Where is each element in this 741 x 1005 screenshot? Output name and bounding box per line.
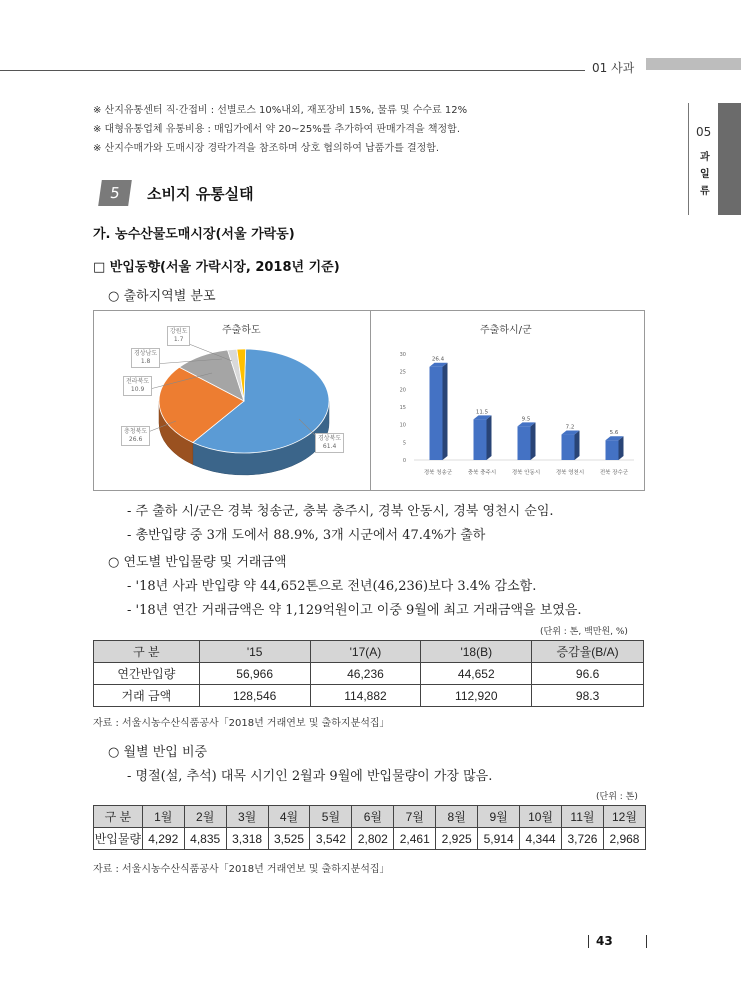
annual-table [93,640,644,707]
note-line: ※ 산지유통센터 직·간접비 : 선별로스 10%내외, 재포장비 15%, 물류 및 수수료 12% [93,105,468,116]
bar [430,367,443,460]
table-header: 3월 [226,806,268,828]
table-cell: 96.6 [532,663,644,685]
pie-chart-title: 주출하도 [222,325,261,336]
table-header: 증감율(B/A) [532,641,644,663]
table-header: '18(B) [421,641,532,663]
source-note: 자료 : 서울시농수산식품공사「2018년 거래연보 및 출하지분석집」 [93,864,390,875]
y-tick-label: 30 [399,352,406,358]
chapter-label: 01 사과 [592,61,635,75]
table-header: 8월 [436,806,478,828]
bullet-line: - '18년 사과 반입량 약 44,652톤으로 전년(46,236)보다 3.4% 감소함. [127,579,537,594]
table-cell: 2,802 [352,828,394,850]
side-tab-char: 과 [700,152,710,163]
bar-side [443,363,448,460]
side-tab-char: 일 [700,169,710,180]
pie-label: 충청북도 26.6 [121,426,150,446]
bar-data-label: 7.2 [565,424,575,431]
table-cell: 128,546 [199,685,310,707]
bullet-line: - 주 출하 시/군은 경북 청송군, 충북 충주시, 경북 안동시, 경북 영천시 순임. [127,504,554,519]
table-cell: 112,920 [421,685,532,707]
table-cell: 114,882 [310,685,421,707]
bar [562,435,575,460]
table-header: 2월 [184,806,226,828]
bar-data-label: 9.5 [521,416,531,423]
table-unit: (단위 : 톤) [596,792,638,802]
pie-label: 전라북도 10.9 [123,376,152,396]
bullet-line: - '18년 연간 거래금액은 약 1,129억원이고 이중 9월에 최고 거래금액을 보였음. [127,603,582,618]
table-header: 5월 [310,806,352,828]
bar-chart [372,340,644,488]
table-header: 1월 [142,806,184,828]
section-number-badge: 5 [98,180,132,206]
table-row [94,663,644,685]
bar-side [487,415,492,460]
pie-label: 경상남도 1.8 [131,348,160,368]
item-title: ○ 출하지역별 분포 [108,289,216,304]
bar [606,440,619,460]
table-header: 10월 [520,806,562,828]
side-tab-number: 05 [696,125,712,139]
section-title: 소비지 유통실태 [147,185,254,203]
x-tick-label: 충북 충주시 [467,470,497,476]
y-tick-label: 15 [399,405,406,411]
table-cell: 46,236 [310,663,421,685]
page-number: 43 [596,934,613,948]
bar [518,426,531,460]
bar-side [531,422,536,460]
table-cell: 3,542 [310,828,352,850]
table-cell: 연간반입량 [94,663,200,685]
bar-data-label: 5.6 [609,430,619,437]
table-header: 구 분 [94,641,200,663]
table-header: 6월 [352,806,394,828]
chart-divider [370,310,371,491]
table-cell: 4,292 [142,828,184,850]
bar-side [619,436,624,460]
heading: □ 반입동향(서울 가락시장, 2018년 기준) [93,260,340,275]
table-cell: 2,461 [394,828,436,850]
chapter-bar [646,58,741,70]
table-header: 4월 [268,806,310,828]
bar-data-label: 26.4 [431,356,445,363]
y-tick-label: 25 [399,369,406,376]
pie-chart [94,311,369,490]
table-header: 9월 [478,806,520,828]
table-header-row [94,806,646,828]
x-tick-label: 전북 장수군 [599,470,629,476]
bullet-line: - 총반입량 중 3개 도에서 88.9%, 3개 시군에서 47.4%가 출하 [127,528,486,543]
header-rule [0,70,585,71]
bar-side [575,431,580,460]
item-title: ○ 월별 반입 비중 [108,745,208,760]
table-header: 12월 [603,806,645,828]
source-note: 자료 : 서울시농수산식품공사「2018년 거래연보 및 출하지분석집」 [93,718,390,729]
x-tick-label: 경북 안동시 [511,470,541,476]
table-header-row [94,641,644,663]
page-number-bar [588,935,589,948]
pie-label: 강원도 1.7 [167,326,190,346]
bullet-line: - 명절(설, 추석) 대목 시기인 2월과 9월에 반입물량이 가장 많음. [127,769,493,784]
table-row [94,828,646,850]
x-tick-label: 경북 청송군 [423,470,453,476]
x-tick-label: 경북 영천시 [555,470,585,476]
note-line: ※ 대형유통업체 유통비용 : 매입가에서 약 20~25%를 추가하여 판매가격을 책정함. [93,124,461,135]
table-cell: 98.3 [532,685,644,707]
table-row [94,685,644,707]
table-header: 11월 [562,806,604,828]
table-cell: 2,968 [603,828,645,850]
table-header: 7월 [394,806,436,828]
y-tick-label: 20 [399,387,406,394]
item-title: ○ 연도별 반입물량 및 거래금액 [108,555,287,570]
table-cell: 4,835 [184,828,226,850]
table-header: 구 분 [94,806,143,828]
table-cell: 4,344 [520,828,562,850]
table-cell: 56,966 [199,663,310,685]
table-cell: 반입물량 [94,828,143,850]
table-cell: 44,652 [421,663,532,685]
subsection-title: 가. 농수산물도매시장(서울 가락동) [93,227,295,242]
monthly-table [93,805,646,850]
table-cell: 3,726 [562,828,604,850]
y-tick-label: 5 [402,440,406,447]
table-header: '15 [199,641,310,663]
table-cell: 거래 금액 [94,685,200,707]
table-header: '17(A) [310,641,421,663]
bar-data-label: 11.5 [475,409,489,416]
side-tab-char: 류 [700,186,710,197]
bar [474,419,487,460]
table-unit: (단위 : 톤, 백만원, %) [540,627,628,637]
table-cell: 3,318 [226,828,268,850]
bar-chart-title: 주출하시/군 [480,325,532,336]
y-tick-label: 0 [402,458,406,464]
note-line: ※ 산지수매가와 도매시장 경락가격을 참조하며 상호 협의하여 납품가를 결정함. [93,143,440,154]
side-tab-fill [718,103,741,215]
table-cell: 2,925 [436,828,478,850]
page-number-bar [646,935,647,948]
table-cell: 3,525 [268,828,310,850]
y-tick-label: 10 [399,422,406,429]
pie-label: 경상북도 61.4 [315,433,344,453]
table-cell: 5,914 [478,828,520,850]
